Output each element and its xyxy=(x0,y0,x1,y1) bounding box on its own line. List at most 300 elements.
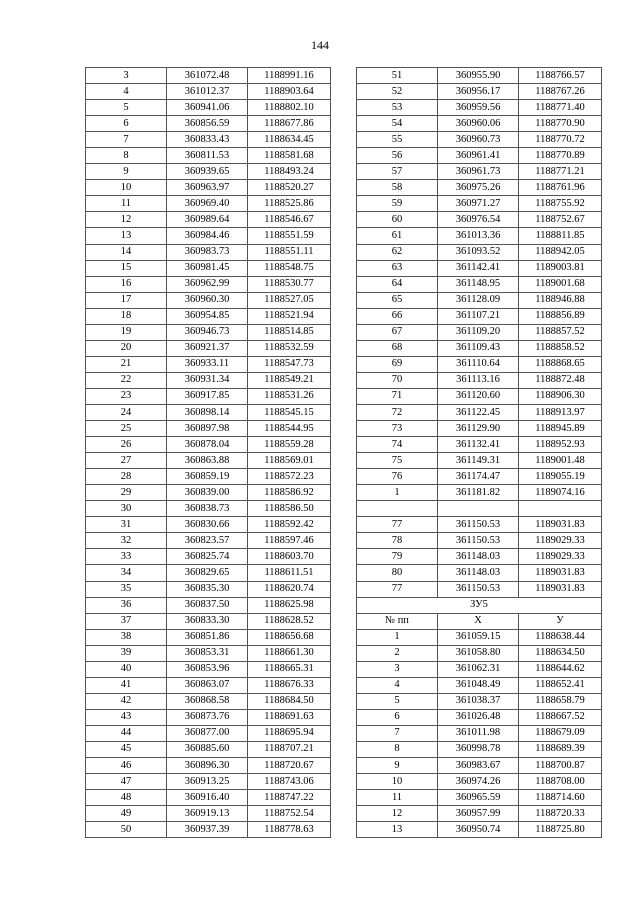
y-coordinate-cell: 1188771.21 xyxy=(519,164,602,180)
point-number-cell: 11 xyxy=(86,196,167,212)
x-coordinate-cell: 360833.30 xyxy=(167,613,248,629)
y-coordinate-cell: 1188755.92 xyxy=(519,196,602,212)
table-row xyxy=(357,709,602,725)
table-row xyxy=(357,501,602,517)
point-number-cell: 68 xyxy=(357,340,438,356)
table-row xyxy=(86,324,331,340)
point-number-cell: 4 xyxy=(357,677,438,693)
point-number-cell: 49 xyxy=(86,806,167,822)
point-number-cell: 10 xyxy=(357,774,438,790)
table-row xyxy=(86,661,331,677)
y-coordinate-cell: 1188770.90 xyxy=(519,116,602,132)
table-row xyxy=(86,774,331,790)
table-row xyxy=(86,132,331,148)
point-number-cell: 76 xyxy=(357,469,438,485)
y-coordinate-cell: 1188942.05 xyxy=(519,244,602,260)
table-row xyxy=(357,517,602,533)
table-row xyxy=(357,68,602,84)
x-coordinate-cell: 360859.19 xyxy=(167,469,248,485)
y-coordinate-cell: 1188544.95 xyxy=(248,421,331,437)
x-coordinate-cell: 361107.21 xyxy=(438,308,519,324)
table-row xyxy=(86,68,331,84)
x-coordinate-cell: 360897.98 xyxy=(167,421,248,437)
table-row xyxy=(86,645,331,661)
x-coordinate-cell: 361148.03 xyxy=(438,565,519,581)
point-number-cell: 12 xyxy=(86,212,167,228)
point-number-cell: 8 xyxy=(357,741,438,757)
y-coordinate-cell: 1188572.23 xyxy=(248,469,331,485)
table-row xyxy=(357,790,602,806)
y-coordinate-cell: 1188611.51 xyxy=(248,565,331,581)
x-coordinate-cell: 360950.74 xyxy=(438,822,519,838)
y-coordinate-cell: 1188770.89 xyxy=(519,148,602,164)
point-number-cell: 47 xyxy=(86,774,167,790)
point-number-cell: 3 xyxy=(86,68,167,84)
table-row xyxy=(86,629,331,645)
x-coordinate-cell: 361181.82 xyxy=(438,485,519,501)
x-coordinate-cell: 360946.73 xyxy=(167,324,248,340)
y-coordinate-cell: 1188551.11 xyxy=(248,244,331,260)
table-row xyxy=(86,501,331,517)
x-coordinate-cell: 360878.04 xyxy=(167,437,248,453)
point-number-cell: 28 xyxy=(86,469,167,485)
table-row xyxy=(357,437,602,453)
table-row xyxy=(357,196,602,212)
header-x: X xyxy=(438,613,519,629)
point-number-cell: 13 xyxy=(86,228,167,244)
y-coordinate-cell: 1188493.24 xyxy=(248,164,331,180)
coordinates-table-right xyxy=(356,67,602,838)
x-coordinate-cell: 361129.90 xyxy=(438,421,519,437)
point-number-cell: 61 xyxy=(357,228,438,244)
table-row xyxy=(86,340,331,356)
point-number-cell: 1 xyxy=(357,629,438,645)
x-coordinate-cell: 360833.43 xyxy=(167,132,248,148)
x-coordinate-cell: 360965.59 xyxy=(438,790,519,806)
y-coordinate-cell: 1188592.42 xyxy=(248,517,331,533)
y-coordinate-cell: 1188906.30 xyxy=(519,388,602,404)
x-coordinate-cell: 360937.39 xyxy=(167,822,248,838)
point-number-cell: 6 xyxy=(86,116,167,132)
x-coordinate-cell: 360851.86 xyxy=(167,629,248,645)
x-coordinate-cell: 361150.53 xyxy=(438,533,519,549)
y-coordinate-cell: 1188546.67 xyxy=(248,212,331,228)
table-row xyxy=(357,485,602,501)
x-coordinate-cell: 361109.20 xyxy=(438,324,519,340)
table-row xyxy=(86,164,331,180)
x-coordinate-cell: 360917.85 xyxy=(167,388,248,404)
point-number-cell: 35 xyxy=(86,581,167,597)
y-coordinate-cell: 1188858.52 xyxy=(519,340,602,356)
x-coordinate-cell: 360960.73 xyxy=(438,132,519,148)
point-number-cell: 75 xyxy=(357,453,438,469)
table-row xyxy=(86,244,331,260)
x-coordinate-cell: 360955.90 xyxy=(438,68,519,84)
point-number-cell: 24 xyxy=(86,404,167,420)
x-coordinate-cell: 360829.65 xyxy=(167,565,248,581)
x-coordinate-cell: 361026.48 xyxy=(438,709,519,725)
y-coordinate-cell: 1188559.28 xyxy=(248,437,331,453)
x-coordinate-cell: 360885.60 xyxy=(167,741,248,757)
table-row xyxy=(357,533,602,549)
y-coordinate-cell: 1188625.98 xyxy=(248,597,331,613)
y-coordinate-cell: 1188945.89 xyxy=(519,421,602,437)
y-coordinate-cell: 1188689.39 xyxy=(519,741,602,757)
table-row xyxy=(86,421,331,437)
x-coordinate-cell: 360933.11 xyxy=(167,356,248,372)
point-number-cell: 80 xyxy=(357,565,438,581)
point-number-cell: 52 xyxy=(357,84,438,100)
x-coordinate-cell: 360957.99 xyxy=(438,806,519,822)
y-coordinate-cell xyxy=(519,501,602,517)
x-coordinate-cell: 360811.53 xyxy=(167,148,248,164)
point-number-cell: 3 xyxy=(357,661,438,677)
y-coordinate-cell: 1188903.64 xyxy=(248,84,331,100)
y-coordinate-cell: 1188520.27 xyxy=(248,180,331,196)
x-coordinate-cell: 360939.65 xyxy=(167,164,248,180)
point-number-cell: 27 xyxy=(86,453,167,469)
y-coordinate-cell: 1188661.30 xyxy=(248,645,331,661)
point-number-cell: 31 xyxy=(86,517,167,533)
point-number-cell: 69 xyxy=(357,356,438,372)
y-coordinate-cell: 1188652.41 xyxy=(519,677,602,693)
y-coordinate-cell: 1188569.01 xyxy=(248,453,331,469)
table-row xyxy=(357,693,602,709)
y-coordinate-cell: 1188665.31 xyxy=(248,661,331,677)
point-number-cell: 15 xyxy=(86,260,167,276)
point-number-cell: 2 xyxy=(357,645,438,661)
point-number-cell: 12 xyxy=(357,806,438,822)
point-number-cell: 7 xyxy=(357,725,438,741)
point-number-cell: 77 xyxy=(357,517,438,533)
y-coordinate-cell: 1188857.52 xyxy=(519,324,602,340)
point-number-cell: 60 xyxy=(357,212,438,228)
table-row xyxy=(86,292,331,308)
y-coordinate-cell: 1188545.15 xyxy=(248,404,331,420)
point-number-cell: 77 xyxy=(357,581,438,597)
x-coordinate-cell: 361150.53 xyxy=(438,517,519,533)
y-coordinate-cell: 1188677.86 xyxy=(248,116,331,132)
x-coordinate-cell: 360863.07 xyxy=(167,677,248,693)
point-number-cell: 8 xyxy=(86,148,167,164)
section-title: ЗУ5 xyxy=(357,597,602,613)
y-coordinate-cell: 1188913.97 xyxy=(519,404,602,420)
y-coordinate-cell: 1188644.62 xyxy=(519,661,602,677)
table-row xyxy=(357,725,602,741)
table-row xyxy=(86,196,331,212)
table-row xyxy=(86,806,331,822)
table-row xyxy=(357,741,602,757)
y-coordinate-cell: 1188767.26 xyxy=(519,84,602,100)
table-row xyxy=(357,100,602,116)
x-coordinate-cell: 360856.59 xyxy=(167,116,248,132)
point-number-cell: 72 xyxy=(357,404,438,420)
x-coordinate-cell: 360961.41 xyxy=(438,148,519,164)
x-coordinate-cell: 360830.66 xyxy=(167,517,248,533)
point-number-cell: 74 xyxy=(357,437,438,453)
point-number-cell: 23 xyxy=(86,388,167,404)
x-coordinate-cell: 361110.64 xyxy=(438,356,519,372)
table-row xyxy=(357,581,602,597)
table-row xyxy=(357,453,602,469)
y-coordinate-cell: 1189031.83 xyxy=(519,517,602,533)
y-coordinate-cell: 1188603.70 xyxy=(248,549,331,565)
x-coordinate-cell: 361048.49 xyxy=(438,677,519,693)
x-coordinate-cell: 361059.15 xyxy=(438,629,519,645)
table-row xyxy=(357,774,602,790)
table-row xyxy=(357,324,602,340)
table-row xyxy=(357,116,602,132)
table-row xyxy=(86,437,331,453)
point-number-cell: 70 xyxy=(357,372,438,388)
x-coordinate-cell: 361113.16 xyxy=(438,372,519,388)
x-coordinate-cell: 361062.31 xyxy=(438,661,519,677)
table-row xyxy=(357,180,602,196)
y-coordinate-cell: 1188868.65 xyxy=(519,356,602,372)
table-row xyxy=(86,725,331,741)
y-coordinate-cell: 1188586.92 xyxy=(248,485,331,501)
y-coordinate-cell: 1188525.86 xyxy=(248,196,331,212)
point-number-cell: 56 xyxy=(357,148,438,164)
table-row xyxy=(357,228,602,244)
x-coordinate-cell: 360863.88 xyxy=(167,453,248,469)
x-coordinate-cell: 360954.85 xyxy=(167,308,248,324)
x-coordinate-cell: 361142.41 xyxy=(438,260,519,276)
y-coordinate-cell: 1188856.89 xyxy=(519,308,602,324)
x-coordinate-cell: 360963.97 xyxy=(167,180,248,196)
table-row xyxy=(357,148,602,164)
point-number-cell: 43 xyxy=(86,709,167,725)
x-coordinate-cell: 360839.00 xyxy=(167,485,248,501)
x-coordinate-cell: 360962.99 xyxy=(167,276,248,292)
x-coordinate-cell: 360877.00 xyxy=(167,725,248,741)
y-coordinate-cell: 1188752.54 xyxy=(248,806,331,822)
table-row xyxy=(357,372,602,388)
y-coordinate-cell: 1188667.52 xyxy=(519,709,602,725)
point-number-cell: 38 xyxy=(86,629,167,645)
y-coordinate-cell: 1188581.68 xyxy=(248,148,331,164)
table-row xyxy=(86,677,331,693)
y-coordinate-cell: 1189074.16 xyxy=(519,485,602,501)
table-row xyxy=(86,260,331,276)
y-coordinate-cell: 1188597.46 xyxy=(248,533,331,549)
point-number-cell: 26 xyxy=(86,437,167,453)
y-coordinate-cell: 1188548.75 xyxy=(248,260,331,276)
x-coordinate-cell: 360823.57 xyxy=(167,533,248,549)
table-row xyxy=(86,308,331,324)
x-coordinate-cell: 360974.26 xyxy=(438,774,519,790)
point-number-cell: 4 xyxy=(86,84,167,100)
point-number-cell: 33 xyxy=(86,549,167,565)
x-coordinate-cell: 360971.27 xyxy=(438,196,519,212)
point-number-cell: 16 xyxy=(86,276,167,292)
point-number-cell: 17 xyxy=(86,292,167,308)
x-coordinate-cell: 360976.54 xyxy=(438,212,519,228)
table-row xyxy=(86,469,331,485)
table-row xyxy=(357,758,602,774)
table-row xyxy=(357,164,602,180)
x-coordinate-cell: 360898.14 xyxy=(167,404,248,420)
x-coordinate-cell: 361149.31 xyxy=(438,453,519,469)
point-number-cell: 48 xyxy=(86,790,167,806)
x-coordinate-cell: 361038.37 xyxy=(438,693,519,709)
x-coordinate-cell: 360913.25 xyxy=(167,774,248,790)
table-row xyxy=(357,677,602,693)
y-coordinate-cell: 1188952.93 xyxy=(519,437,602,453)
x-coordinate-cell: 360825.74 xyxy=(167,549,248,565)
y-coordinate-cell: 1188634.45 xyxy=(248,132,331,148)
table-row xyxy=(86,565,331,581)
y-coordinate-cell: 1188700.87 xyxy=(519,758,602,774)
x-coordinate-cell: 361093.52 xyxy=(438,244,519,260)
point-number-cell: 5 xyxy=(86,100,167,116)
point-number-cell: 10 xyxy=(86,180,167,196)
x-coordinate-cell: 361150.53 xyxy=(438,581,519,597)
y-coordinate-cell: 1188770.72 xyxy=(519,132,602,148)
x-coordinate-cell: 360931.34 xyxy=(167,372,248,388)
table-row xyxy=(357,549,602,565)
y-coordinate-cell: 1188778.63 xyxy=(248,822,331,838)
y-coordinate-cell: 1188549.21 xyxy=(248,372,331,388)
y-coordinate-cell: 1189029.33 xyxy=(519,533,602,549)
x-coordinate-cell: 360983.73 xyxy=(167,244,248,260)
y-coordinate-cell: 1188638.44 xyxy=(519,629,602,645)
x-coordinate-cell: 360960.30 xyxy=(167,292,248,308)
x-coordinate-cell: 360956.17 xyxy=(438,84,519,100)
y-coordinate-cell: 1189001.68 xyxy=(519,276,602,292)
table-row xyxy=(357,308,602,324)
table-row xyxy=(86,581,331,597)
x-coordinate-cell: 360853.31 xyxy=(167,645,248,661)
y-coordinate-cell: 1188679.09 xyxy=(519,725,602,741)
y-coordinate-cell: 1188658.79 xyxy=(519,693,602,709)
table-row xyxy=(357,421,602,437)
table-row xyxy=(357,388,602,404)
table-row xyxy=(86,356,331,372)
point-number-cell: 39 xyxy=(86,645,167,661)
table-row xyxy=(86,404,331,420)
y-coordinate-cell: 1188946.88 xyxy=(519,292,602,308)
table-row xyxy=(357,132,602,148)
table-row xyxy=(357,212,602,228)
point-number-cell: 22 xyxy=(86,372,167,388)
point-number-cell: 78 xyxy=(357,533,438,549)
table-row xyxy=(357,260,602,276)
point-number-cell: 25 xyxy=(86,421,167,437)
y-coordinate-cell: 1188872.48 xyxy=(519,372,602,388)
x-coordinate-cell: 360989.64 xyxy=(167,212,248,228)
y-coordinate-cell: 1188802.10 xyxy=(248,100,331,116)
point-number-cell: 37 xyxy=(86,613,167,629)
y-coordinate-cell: 1188766.57 xyxy=(519,68,602,84)
x-coordinate-cell: 361148.95 xyxy=(438,276,519,292)
table-row xyxy=(86,372,331,388)
point-number-cell: 9 xyxy=(357,758,438,774)
point-number-cell: 46 xyxy=(86,758,167,774)
y-coordinate-cell: 1188743.06 xyxy=(248,774,331,790)
table-row xyxy=(86,453,331,469)
x-coordinate-cell: 361148.03 xyxy=(438,549,519,565)
point-number-cell: 73 xyxy=(357,421,438,437)
x-coordinate-cell: 361120.60 xyxy=(438,388,519,404)
point-number-cell: 45 xyxy=(86,741,167,757)
y-coordinate-cell: 1188514.85 xyxy=(248,324,331,340)
x-coordinate-cell: 361012.37 xyxy=(167,84,248,100)
table-row xyxy=(357,356,602,372)
y-coordinate-cell: 1188725.80 xyxy=(519,822,602,838)
point-number-cell: 53 xyxy=(357,100,438,116)
page-number: 144 xyxy=(311,38,329,52)
y-coordinate-cell: 1188720.33 xyxy=(519,806,602,822)
x-coordinate-cell: 360921.37 xyxy=(167,340,248,356)
y-coordinate-cell: 1188547.73 xyxy=(248,356,331,372)
x-coordinate-cell: 360835.30 xyxy=(167,581,248,597)
y-coordinate-cell: 1188691.63 xyxy=(248,709,331,725)
point-number-cell: 32 xyxy=(86,533,167,549)
table-row xyxy=(86,597,331,613)
y-coordinate-cell: 1188656.68 xyxy=(248,629,331,645)
x-coordinate-cell: 360941.06 xyxy=(167,100,248,116)
table-row xyxy=(86,388,331,404)
x-coordinate-cell: 360916.40 xyxy=(167,790,248,806)
table-row xyxy=(357,84,602,100)
point-number-cell: 20 xyxy=(86,340,167,356)
header-y: У xyxy=(519,613,602,629)
x-coordinate-cell: 360998.78 xyxy=(438,741,519,757)
y-coordinate-cell: 1189001.48 xyxy=(519,453,602,469)
table-row xyxy=(357,629,602,645)
table-row xyxy=(86,790,331,806)
y-coordinate-cell: 1188720.67 xyxy=(248,758,331,774)
x-coordinate-cell: 360853.96 xyxy=(167,661,248,677)
y-coordinate-cell: 1188761.96 xyxy=(519,180,602,196)
point-number-cell: 11 xyxy=(357,790,438,806)
table-row xyxy=(357,404,602,420)
y-coordinate-cell: 1188620.74 xyxy=(248,581,331,597)
x-coordinate-cell: 360959.56 xyxy=(438,100,519,116)
x-coordinate-cell: 360981.45 xyxy=(167,260,248,276)
table-row xyxy=(86,148,331,164)
y-coordinate-cell: 1188676.33 xyxy=(248,677,331,693)
x-coordinate-cell: 361058.80 xyxy=(438,645,519,661)
y-coordinate-cell: 1188695.94 xyxy=(248,725,331,741)
table-row xyxy=(86,613,331,629)
point-number-cell: 40 xyxy=(86,661,167,677)
table-row xyxy=(357,565,602,581)
table-row xyxy=(86,758,331,774)
point-number-cell: 14 xyxy=(86,244,167,260)
point-number-cell: 9 xyxy=(86,164,167,180)
table-row xyxy=(86,485,331,501)
x-coordinate-cell: 360919.13 xyxy=(167,806,248,822)
y-coordinate-cell: 1189031.83 xyxy=(519,581,602,597)
point-number-cell: 50 xyxy=(86,822,167,838)
x-coordinate-cell: 360975.26 xyxy=(438,180,519,196)
x-coordinate-cell: 361132.41 xyxy=(438,437,519,453)
point-number-cell: 19 xyxy=(86,324,167,340)
x-coordinate-cell: 360838.73 xyxy=(167,501,248,517)
point-number-cell: 18 xyxy=(86,308,167,324)
table-row xyxy=(86,276,331,292)
point-number-cell: 65 xyxy=(357,292,438,308)
y-coordinate-cell: 1188752.67 xyxy=(519,212,602,228)
table-row xyxy=(86,741,331,757)
x-coordinate-cell: 361109.43 xyxy=(438,340,519,356)
y-coordinate-cell: 1188811.85 xyxy=(519,228,602,244)
y-coordinate-cell: 1188708.00 xyxy=(519,774,602,790)
x-coordinate-cell: 361128.09 xyxy=(438,292,519,308)
x-coordinate-cell: 361174.47 xyxy=(438,469,519,485)
